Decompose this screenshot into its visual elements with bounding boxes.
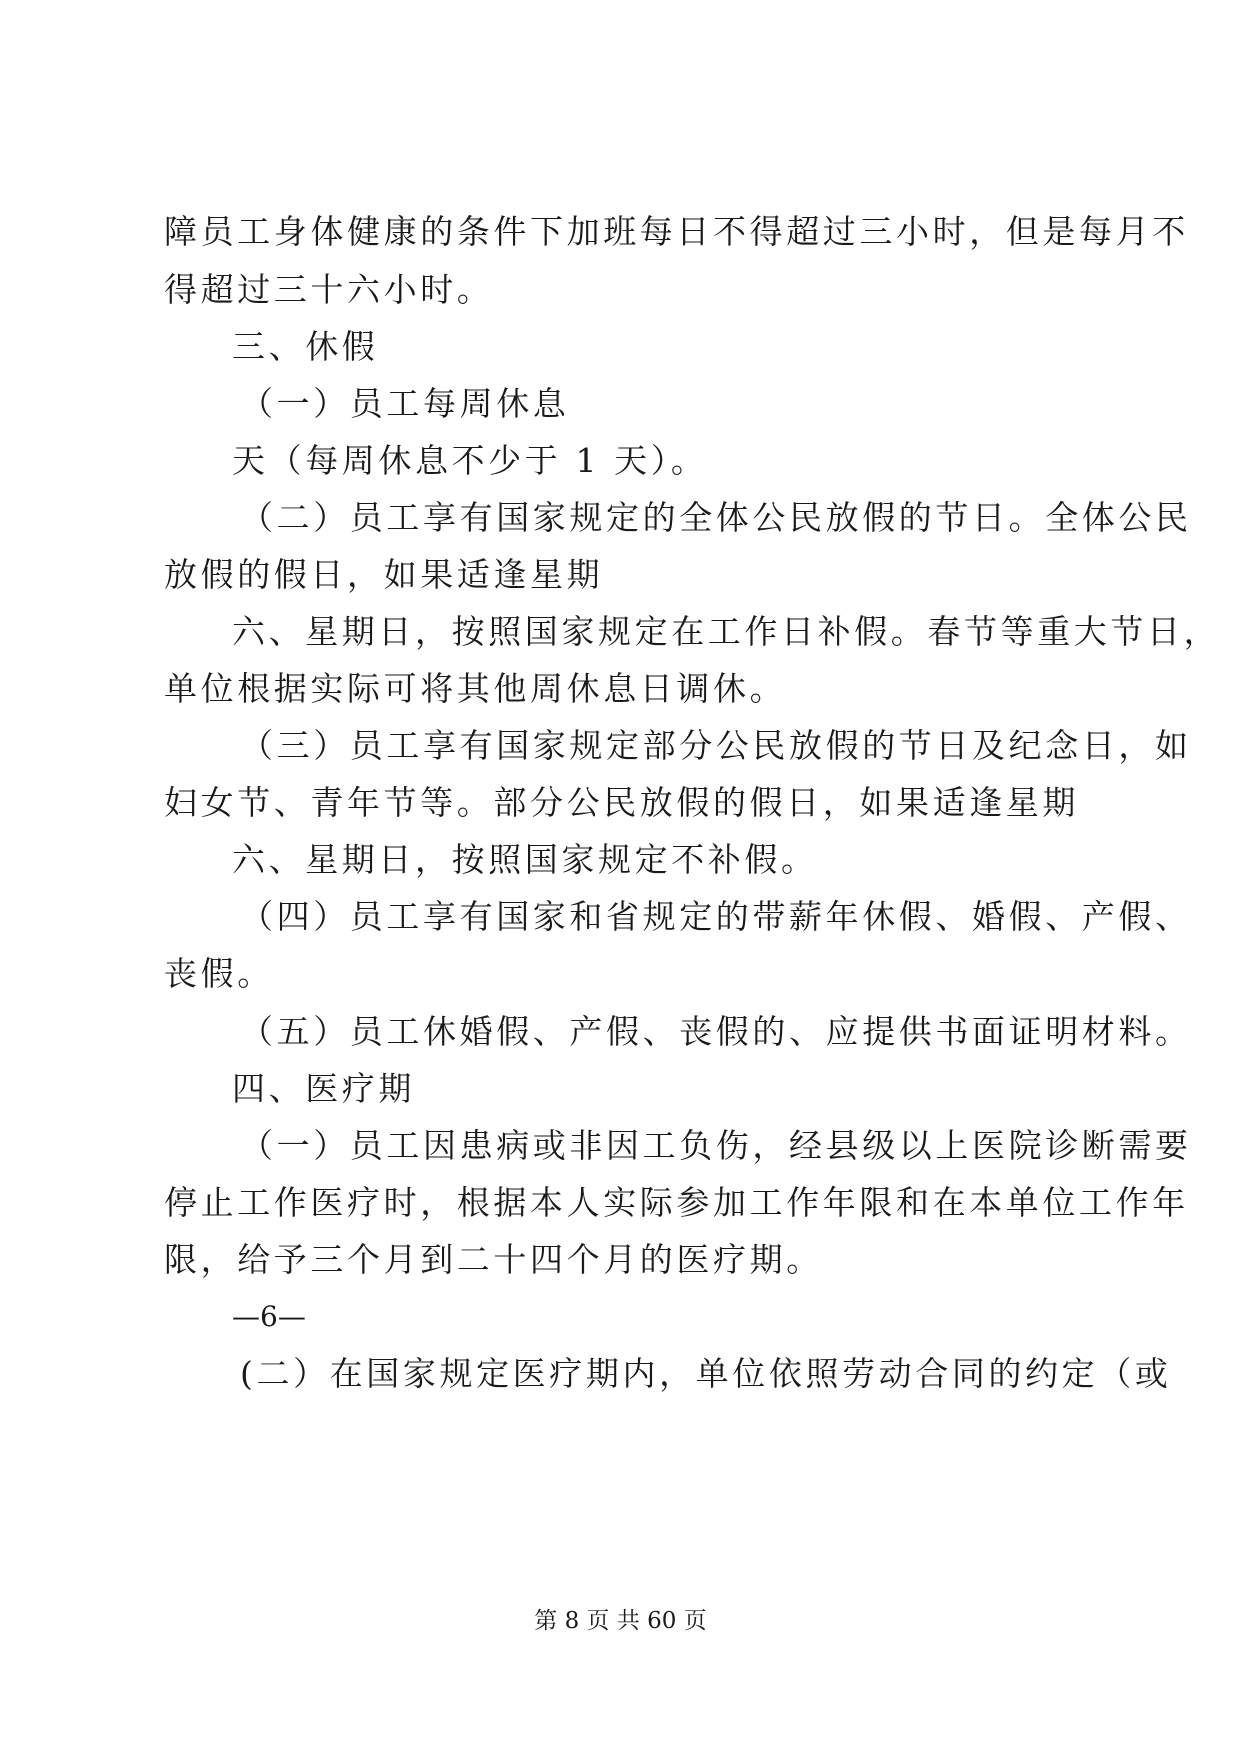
text-line: 天（每周休息不少于 1 天）。 <box>232 441 708 480</box>
text-line: 妇女节、青年节等。部分公民放假的假日，如果适逢星期 <box>164 783 1079 822</box>
text-line: (二）在国家规定医疗期内，单位依照劳动合同的约定（或 <box>240 1354 1172 1393</box>
text-line: 丧假。 <box>164 954 274 993</box>
text-line: 单位根据实际可将其他周休息日调休。 <box>164 669 787 708</box>
text-line: 停止工作医疗时，根据本人实际参加工作年限和在本单位工作年 <box>164 1183 1189 1222</box>
text-line: （三）员工享有国家规定部分公民放假的节日及纪念日，如 <box>240 726 1192 765</box>
text-line: 限，给予三个月到二十四个月的医疗期。 <box>164 1240 823 1279</box>
page-marker: —6— <box>232 1300 306 1333</box>
section-heading: 三、休假 <box>232 327 379 366</box>
text-line: 六、星期日，按照国家规定在工作日补假。春节等重大节日， <box>232 612 1221 651</box>
text-line: 得超过三十六小时。 <box>164 270 494 309</box>
text-line: （一）员工因患病或非因工负伤，经县级以上医院诊断需要 <box>240 1126 1192 1165</box>
section-heading: 四、医疗期 <box>232 1069 415 1108</box>
text-line: （二）员工享有国家规定的全体公民放假的节日。全体公民 <box>240 498 1192 537</box>
text-line: （一）员工每周休息 <box>240 384 570 423</box>
page-footer: 第 8 页 共 60 页 <box>534 1608 707 1634</box>
text-line: 六、星期日，按照国家规定不补假。 <box>232 840 818 879</box>
text-line: （五）员工休婚假、产假、丧假的、应提供书面证明材料。 <box>240 1012 1192 1051</box>
text-line: （四）员工享有国家和省规定的带薪年休假、婚假、产假、 <box>240 897 1192 936</box>
text-line: 放假的假日，如果适逢星期 <box>164 555 604 594</box>
text-line: 障员工身体健康的条件下加班每日不得超过三小时，但是每月不 <box>164 212 1189 251</box>
